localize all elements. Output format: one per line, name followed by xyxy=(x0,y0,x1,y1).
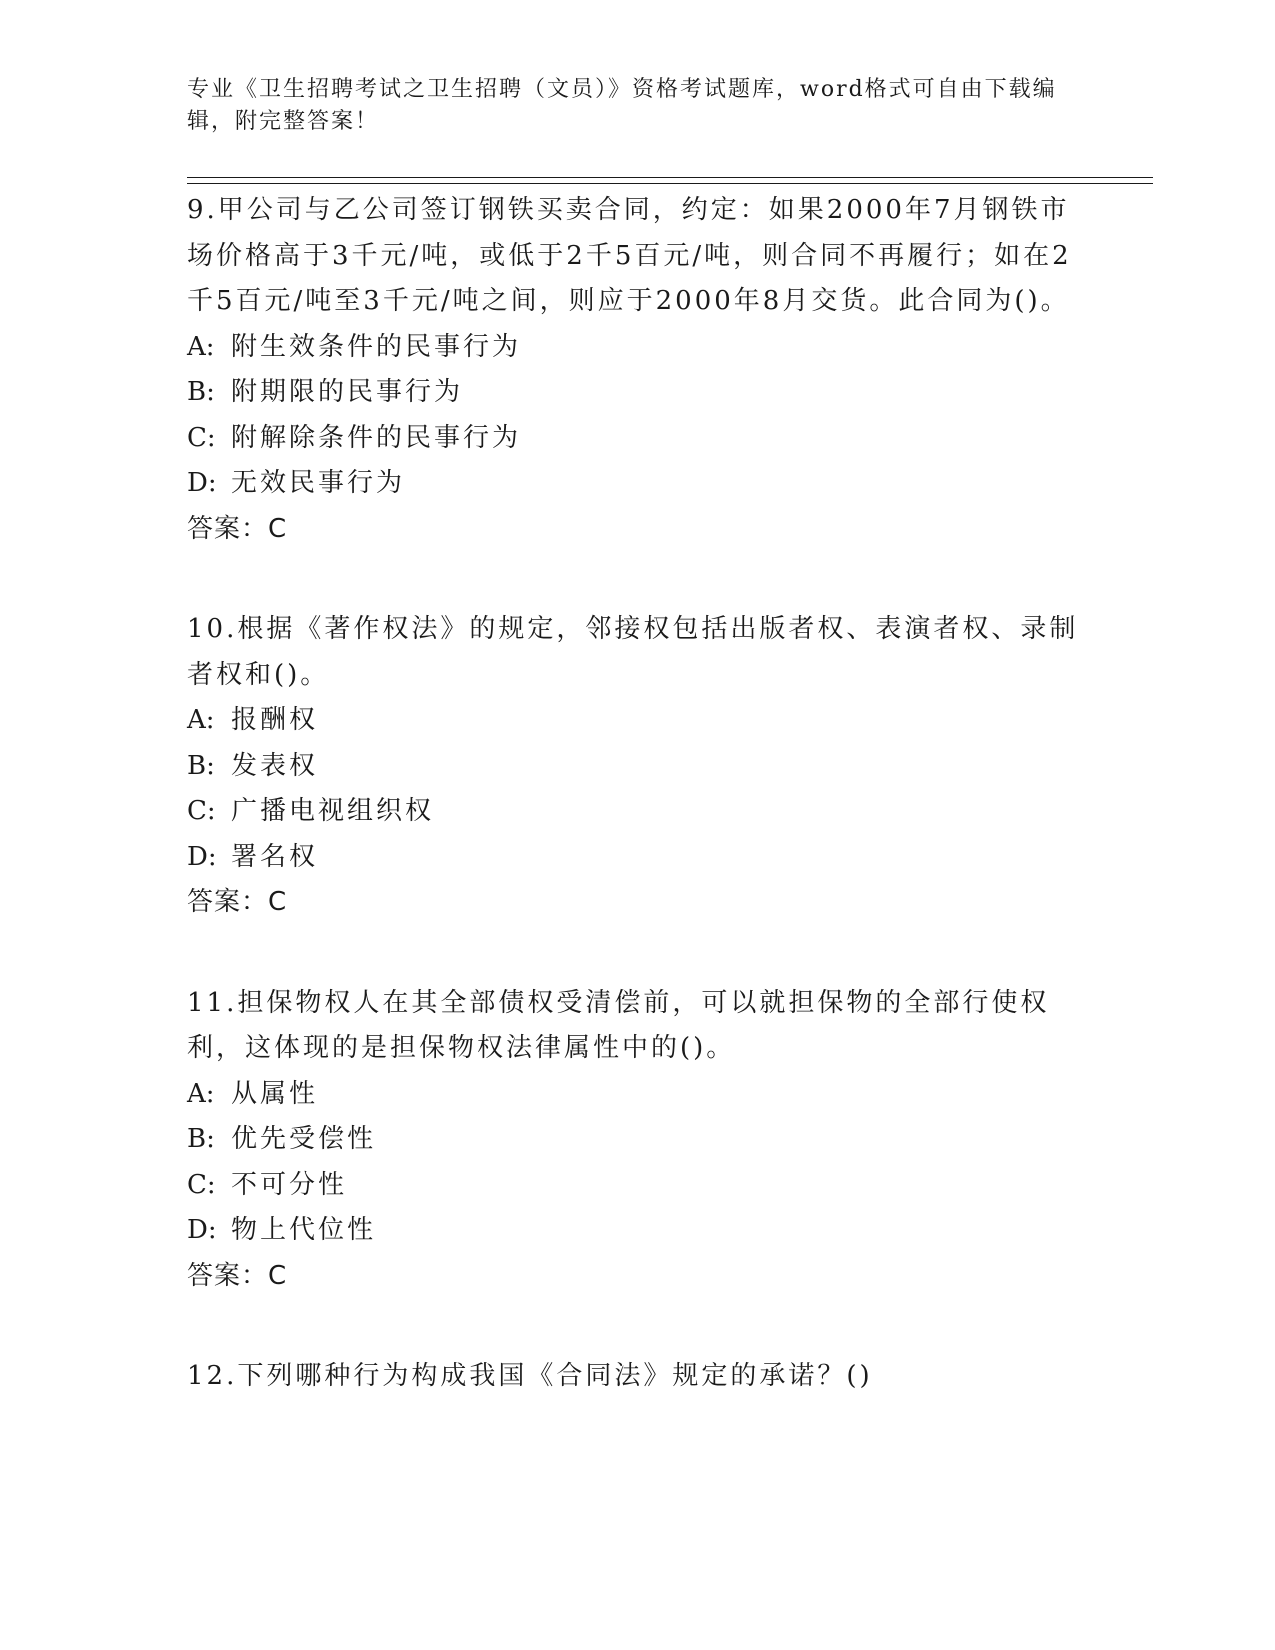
option-text: 物上代位性 xyxy=(231,1215,377,1245)
option-text: 附解除条件的民事行为 xyxy=(231,422,522,453)
option-d xyxy=(187,1208,1087,1254)
option-key: C: xyxy=(187,422,216,453)
answer-line: 答案：C xyxy=(187,513,288,544)
option-a xyxy=(187,698,1087,744)
option-a xyxy=(187,325,1087,371)
option-d xyxy=(187,835,1087,881)
question-stem: 10.根据《著作权法》的规定，邻接权包括出版者权、表演者权、录制者权和()。 xyxy=(187,614,1079,690)
option-text: 无效民事行为 xyxy=(231,468,406,498)
question-item xyxy=(187,1354,1087,1400)
option-text: 附期限的民事行为 xyxy=(231,377,464,407)
option-text: 报酬权 xyxy=(231,705,319,735)
option-c xyxy=(187,416,1087,462)
question-item xyxy=(187,607,1087,926)
option-text: 不可分性 xyxy=(231,1169,348,1200)
option-b xyxy=(187,1117,1087,1163)
option-text: 附生效条件的民事行为 xyxy=(231,331,522,362)
option-a xyxy=(187,1072,1087,1118)
option-key: A: xyxy=(187,331,215,362)
option-key: B: xyxy=(187,377,215,407)
option-key: A: xyxy=(187,1078,215,1109)
option-d xyxy=(187,461,1087,507)
question-list xyxy=(187,188,1087,1455)
option-key: D: xyxy=(187,841,217,872)
option-c xyxy=(187,789,1087,835)
option-text: 从属性 xyxy=(231,1078,319,1109)
option-text: 署名权 xyxy=(231,841,319,872)
answer-line: 答案：C xyxy=(187,1260,288,1291)
question-stem: 12.下列哪种行为构成我国《合同法》规定的承诺？() xyxy=(187,1361,873,1391)
header-divider-bottom xyxy=(187,183,1153,184)
option-text: 优先受偿性 xyxy=(231,1124,377,1154)
answer-line: 答案：C xyxy=(187,887,288,917)
option-key: D: xyxy=(187,468,217,498)
option-b xyxy=(187,744,1087,790)
document-header: 专业《卫生招聘考试之卫生招聘（文员）》资格考试题库，word格式可自由下载编辑，附完整答案！ xyxy=(187,77,1057,134)
option-b xyxy=(187,370,1087,416)
question-stem: 11.担保物权人在其全部债权受清偿前，可以就担保物的全部行使权利，这体现的是担保物权法律属性中的()。 xyxy=(187,987,1050,1063)
option-key: A: xyxy=(187,705,215,735)
option-key: B: xyxy=(187,750,215,781)
question-item xyxy=(187,981,1087,1300)
option-text: 发表权 xyxy=(231,750,319,781)
option-key: C: xyxy=(187,1169,216,1200)
option-text: 广播电视组织权 xyxy=(231,796,435,826)
option-key: B: xyxy=(187,1124,215,1154)
header-divider-top xyxy=(187,177,1153,178)
option-c xyxy=(187,1163,1087,1209)
question-stem: 9.甲公司与乙公司签订钢铁买卖合同，约定：如果2000年7月钢铁市场价格高于3千元/吨，或低于2千5百元/吨，则合同不再履行；如在2千5百元/吨至3千元/吨之间，则应于2000年8月交货。此合同为()。 xyxy=(187,195,1072,316)
option-key: D: xyxy=(187,1215,217,1245)
option-key: C: xyxy=(187,796,216,826)
question-item xyxy=(187,188,1087,552)
